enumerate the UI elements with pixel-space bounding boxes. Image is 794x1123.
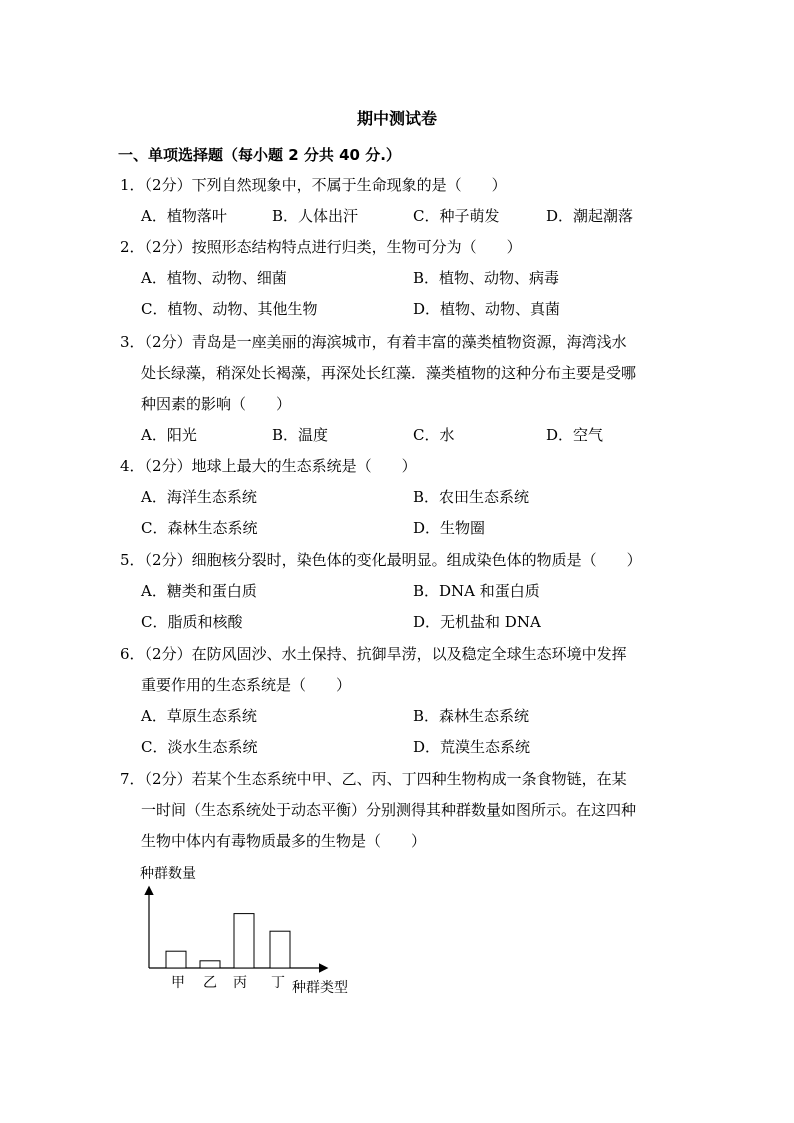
question-4-option-a: A．海洋生态系统 (141, 488, 257, 506)
question-4-line-1: 4．（2分）地球上最大的生态系统是（ ） (120, 457, 417, 475)
question-5-line-1: 5．（2分）细胞核分裂时，染色体的变化最明显。组成染色体的物质是（ ） (120, 551, 642, 569)
question-6-option-a: A．草原生态系统 (141, 707, 257, 725)
question-1-option-c: C．种子萌发 (413, 207, 500, 225)
population-bar-chart (130, 856, 370, 1006)
question-5-option-b: B．DNA 和蛋白质 (413, 582, 540, 600)
question-6-line-1: 6．（2分）在防风固沙、水土保持、抗御旱涝，以及稳定全球生态环境中发挥 (120, 645, 627, 663)
question-1-option-a: A．植物落叶 (141, 207, 227, 225)
question-7-line-3: 生物中体内有毒物质最多的生物是（ ） (141, 832, 427, 850)
question-3-option-a: A．阳光 (141, 426, 197, 444)
chart-category-label-2: 乙 (203, 975, 217, 991)
question-2-option-b: B．植物、动物、病毒 (413, 269, 560, 287)
question-4-option-b: B．农田生态系统 (413, 488, 530, 506)
question-5-option-d: D．无机盐和 DNA (413, 613, 541, 631)
question-1-line-1: 1．（2分）下列自然现象中，不属于生命现象的是（ ） (120, 176, 507, 194)
question-3-line-2: 处长绿藻，稍深处长褐藻，再深处长红藻．藻类植物的这种分布主要是受哪 (141, 364, 637, 382)
question-3-option-c: C．水 (413, 426, 455, 444)
chart-category-label-1: 甲 (171, 975, 185, 991)
page-title: 期中测试卷 (356, 109, 437, 128)
question-4-option-c: C．森林生态系统 (141, 519, 258, 537)
chart-xlabel: 种群类型 (292, 980, 348, 996)
chart-ylabel: 种群数量 (140, 866, 196, 882)
question-1-option-b: B．人体出汗 (272, 207, 359, 225)
question-6-line-2: 重要作用的生态系统是（ ） (141, 676, 352, 694)
question-7-line-2: 一时间（生态系统处于动态平衡）分别测得其种群数量如图所示。在这四种 (141, 801, 637, 819)
chart-category-label-4: 丁 (271, 975, 285, 991)
question-7-line-1: 7．（2分）若某个生态系统中甲、乙、丙、丁四种生物构成一条食物链，在某 (120, 770, 627, 788)
chart-category-label-3: 丙 (233, 975, 247, 991)
section-heading: 一、单项选择题（每小题 2 分共 40 分.） (118, 146, 401, 164)
question-1-option-d: D．潮起潮落 (546, 207, 634, 225)
question-6-option-c: C．淡水生态系统 (141, 738, 258, 756)
question-2-line-1: 2．（2分）按照形态结构特点进行归类，生物可分为（ ） (120, 238, 522, 256)
question-3-option-d: D．空气 (546, 426, 604, 444)
chart-bar-1 (166, 951, 186, 968)
question-2-option-c: C．植物、动物、其他生物 (141, 300, 318, 318)
question-4-option-d: D．生物圈 (413, 519, 486, 537)
question-2-option-a: A．植物、动物、细菌 (141, 269, 287, 287)
question-2-option-d: D．植物、动物、真菌 (413, 300, 561, 318)
question-6-option-d: D．荒漠生态系统 (413, 738, 531, 756)
question-5-option-a: A．糖类和蛋白质 (141, 582, 257, 600)
question-5-option-c: C．脂质和核酸 (141, 613, 243, 631)
chart-bar-4 (270, 931, 290, 968)
question-3-line-3: 种因素的影响（ ） (141, 395, 292, 413)
question-6-option-b: B．森林生态系统 (413, 707, 530, 725)
question-3-option-b: B．温度 (272, 426, 329, 444)
chart-bar-3 (234, 914, 254, 968)
question-3-line-1: 3．（2分）青岛是一座美丽的海滨城市，有着丰富的藻类植物资源，海湾浅水 (120, 333, 627, 351)
chart-bar-2 (200, 961, 220, 968)
